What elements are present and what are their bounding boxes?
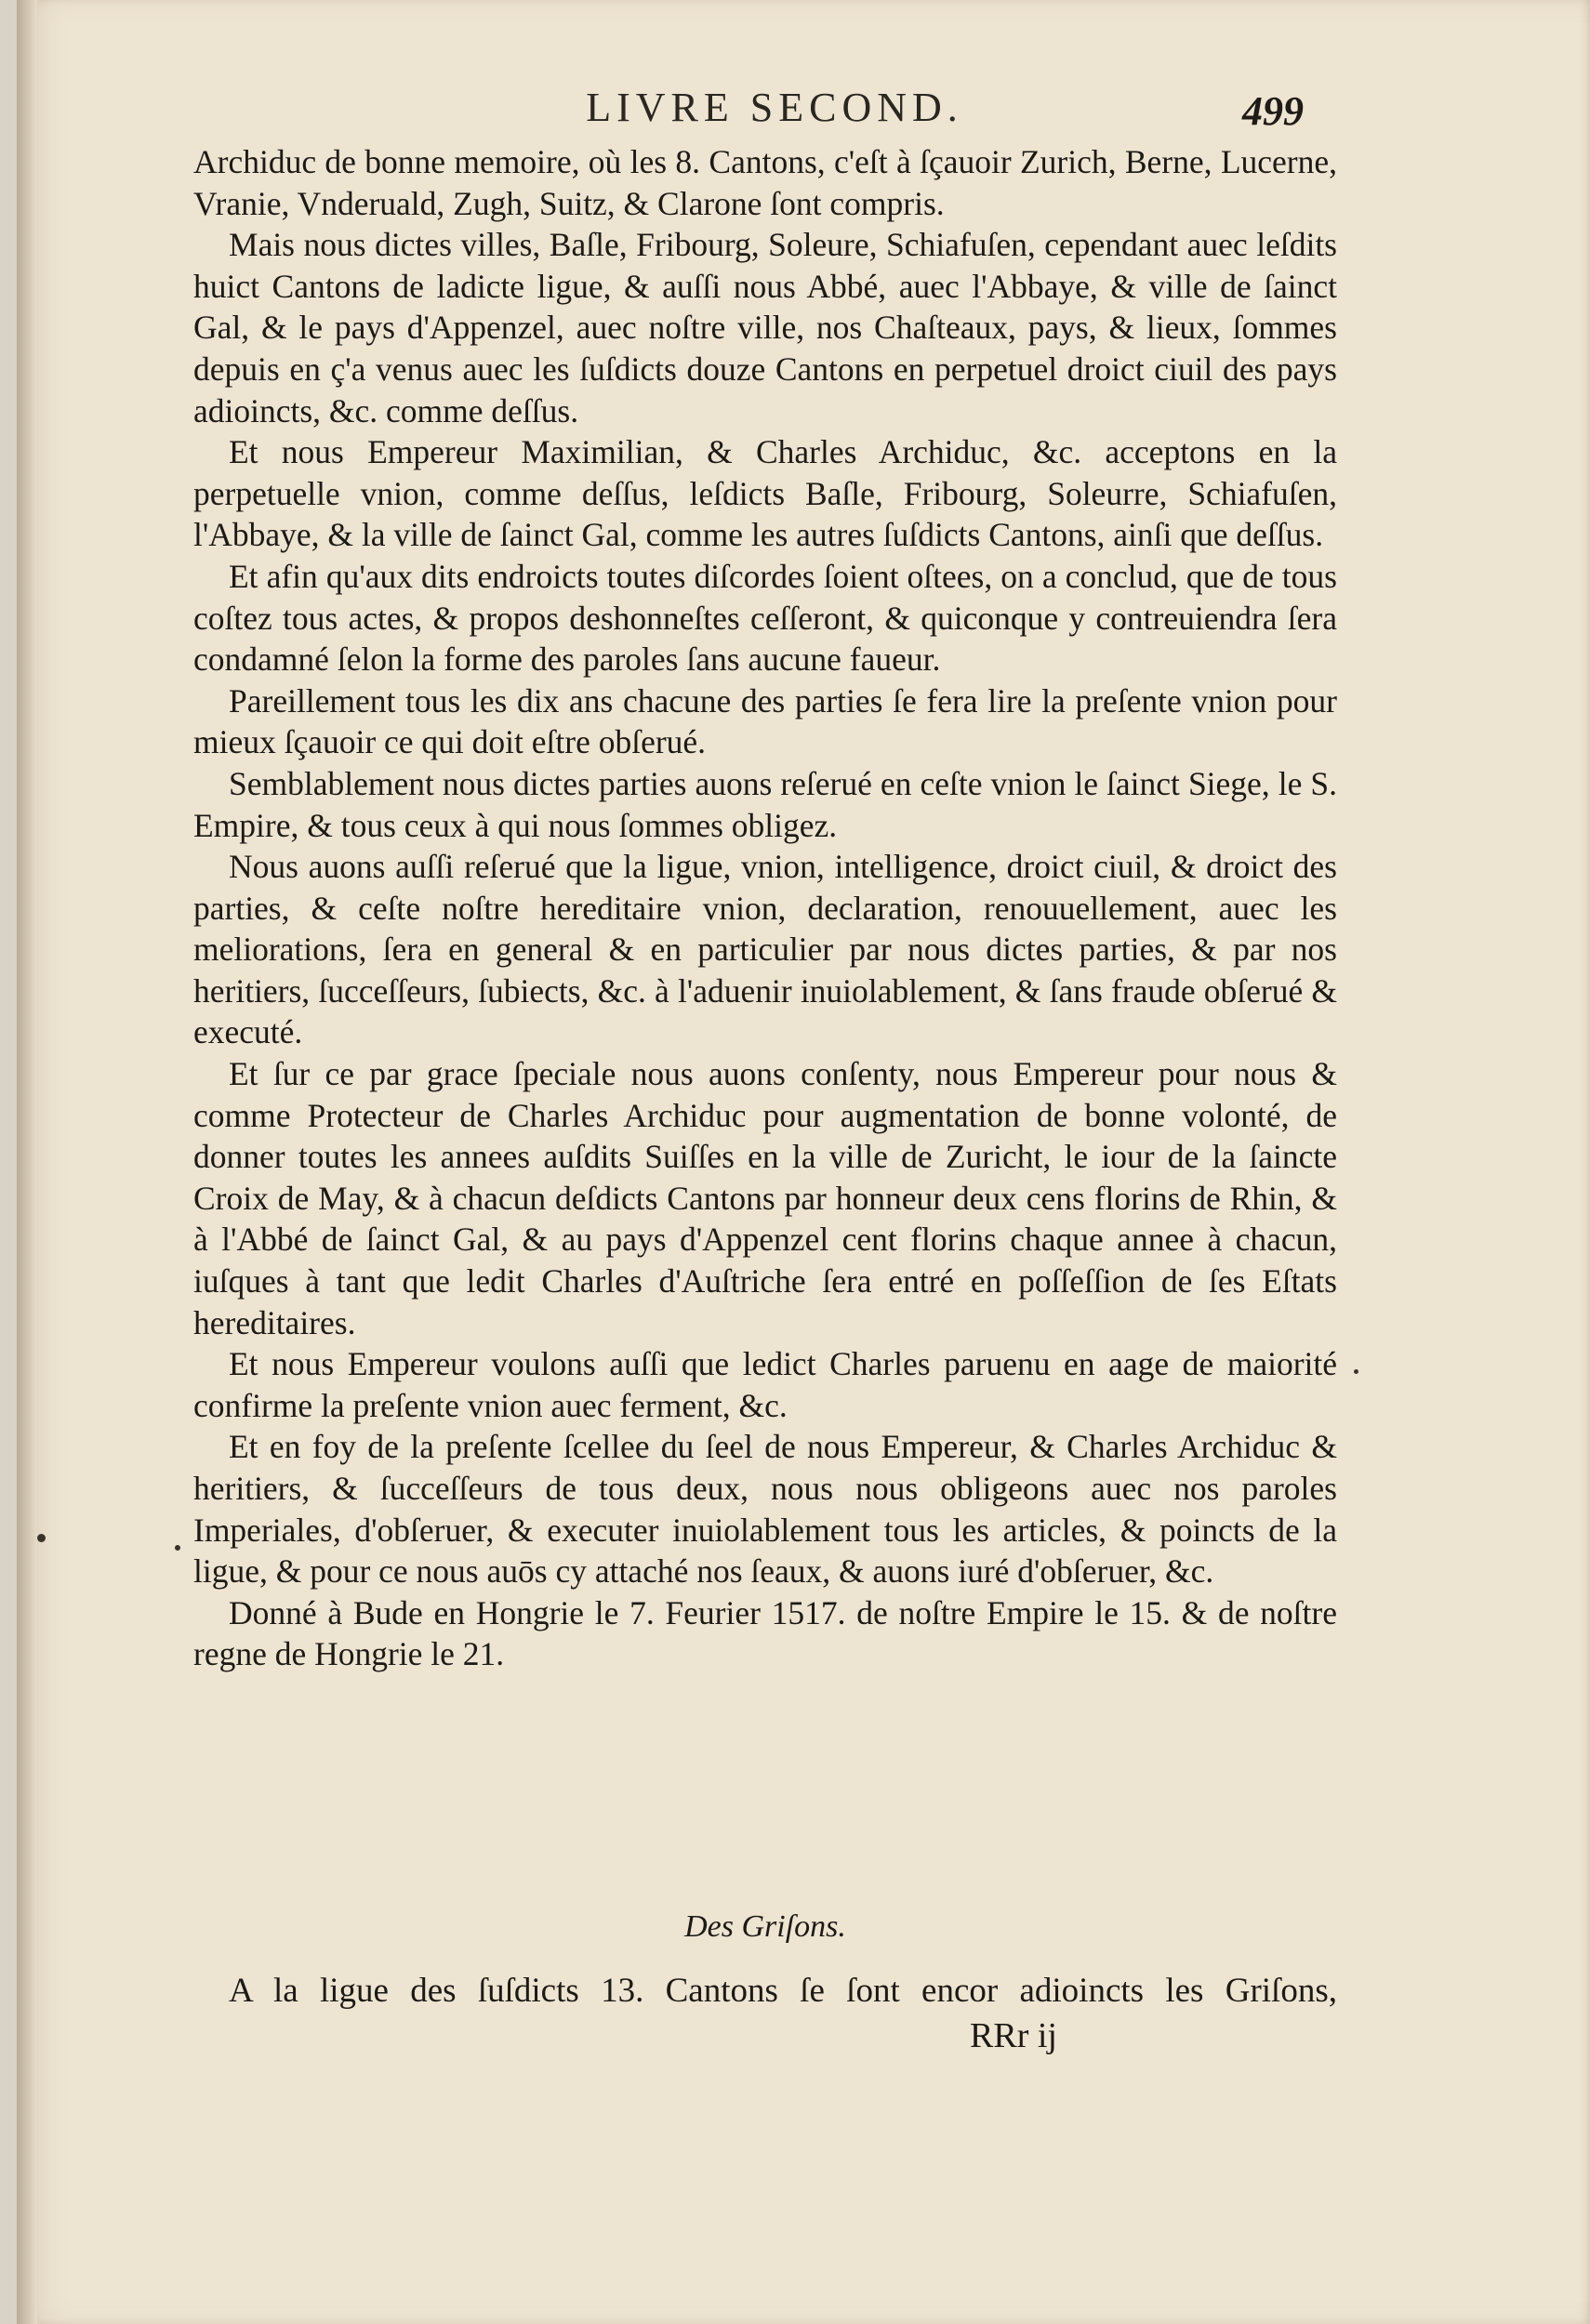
paragraph: Pareillement tous les dix ans chacune des parties ſe fera lire la preſente vnion pour mieux ſçauoir ce qui doit eſtre obſerué. (193, 681, 1337, 761)
paragraph: Mais nous dictes villes, Baſle, Fribourg, Soleure, Schiafuſen, cependant auec leſdits huict Cantons de ladicte ligue, & auſſi nous Abbé, auec l'Abbaye, & ville de ſainct Gal, & le pays d'Appenzel, auec noſtre ville, nos Chaſteaux, pays, & lieux, ſommes depuis en ç'a venus auec les ſuſdicts douze Cantons en perpetuel droict ciuil des pays adioincts, &c. comme deſſus. (193, 226, 1337, 429)
paragraph: Donné à Bude en Hongrie le 7. Feurier 1517. de noſtre Empire le 15. & de noſtre regne de Hongrie le 21. (193, 1593, 1337, 1673)
page-gutter (17, 0, 37, 2324)
closing-line: A la ligue des ſuſdicts 13. Cantons ſe ſont encor adioincts les Griſons, (229, 1972, 1337, 2010)
paragraph: Et nous Empereur voulons auſſi que ledict Charles paruenu en aage de maiorité confirme la preſente vnion auec ferment, &c. (193, 1345, 1337, 1424)
ink-speck (1354, 1369, 1358, 1374)
body-text (193, 141, 1337, 1675)
ink-speck (37, 1534, 46, 1542)
ink-speck (175, 1545, 180, 1551)
paragraph: Et en foy de la preſente ſcellee du ſeel de nous Empereur, & Charles Archiduc & heritiers, & ſucceſſeurs de tous deux, nous nous obligeons auec nos paroles Imperiales, d'obſeruer, & executer inuiolablement tous les articles, & poincts de la ligue, & pour ce nous auōs cy attaché nos ſeaux, & auons iuré d'obſeruer, &c. (193, 1428, 1337, 1591)
paragraph: Nous auons auſſi reſerué que la ligue, vnion, intelligence, droict ciuil, & droict des parties, & ceſte noſtre hereditaire vnion, declaration, renouuellement, auec les meliorations, ſera en general & en particulier par nous dictes parties, & par nos heritiers, ſucceſſeurs, ſubiects, &c. à l'aduenir inuiolablement, & ſans fraude obſerué & executé. (193, 848, 1337, 1051)
page-header (17, 84, 1590, 139)
signature-mark: RRr ij (970, 2016, 1057, 2055)
section-title: Des Griſons. (684, 1909, 846, 1944)
paragraph: Semblablement nous dictes parties auons reſerué en ceſte vnion le ſainct Siege, le S. Empire, & tous ceux à qui nous ſommes obligez. (193, 764, 1337, 844)
running-head: LIVRE SECOND. (586, 85, 963, 130)
paragraph: Et ſur ce par grace ſpeciale nous auons conſenty, nous Empereur pour nous & comme Protecteur de Charles Archiduc pour augmentation de bonne volonté, de donner toutes les annees auſdits Suiſſes en la ville de Zuricht, le iour de la ſaincte Croix de May, & à chacun deſdicts Cantons par honneur deux cens florins de Rhin, & à l'Abbé de ſainct Gal, & au pays d'Appenzel cent florins chaque annee à chacun, iuſques à tant que ledit Charles d'Auſtriche ſera entré en poſſeſſion de ſes Eſtats hereditaires. (193, 1055, 1337, 1341)
book-page (17, 0, 1590, 2324)
paragraph: Et afin qu'aux dits endroicts toutes diſcordes ſoient oſtees, on a conclud, que de tous coſtez tous actes, & propos deshonneſtes ceſſeront, & quiconque y contreuiendra ſera condamné ſelon la forme des paroles ſans aucune faueur. (193, 557, 1337, 679)
page-number: 499 (1242, 88, 1304, 134)
paragraph: Et nous Empereur Maximilian, & Charles Archiduc, &c. acceptons en la perpetuelle vnion, comme deſſus, leſdicts Baſle, Fribourg, Soleurre, Schiafuſen, l'Abbaye, & la ville de ſainct Gal, comme les autres ſuſdicts Cantons, ainſi que deſſus. (193, 433, 1337, 554)
paragraph: Archiduc de bonne memoire, où les 8. Cantons, c'eſt à ſçauoir Zurich, Berne, Lucerne, Vranie, Vnderuald, Zugh, Suitz, & Clarone ſont compris. (193, 143, 1337, 222)
